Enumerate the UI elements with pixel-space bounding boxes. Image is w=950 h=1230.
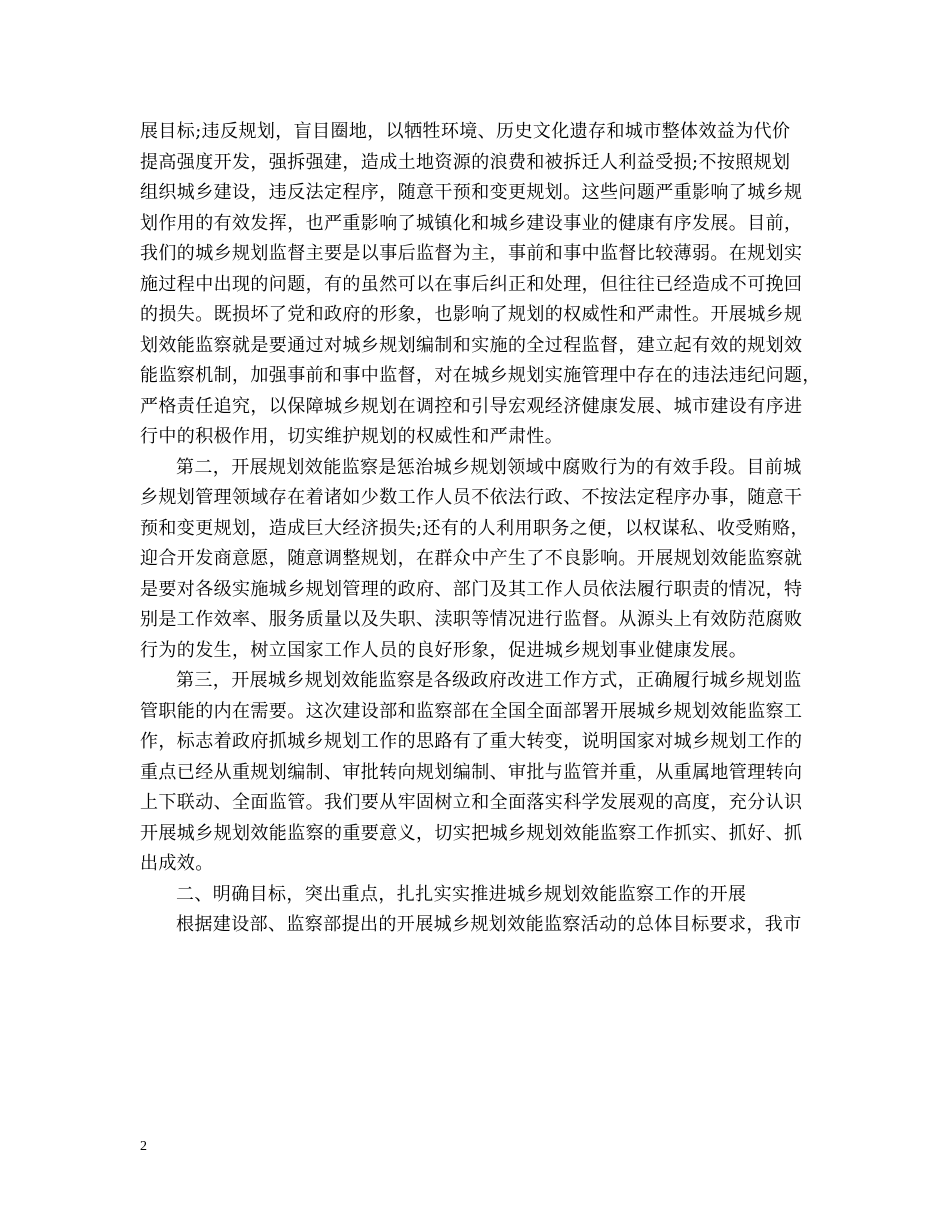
text-line: 行中的积极作用，切实维护规划的权威性和严肃性。 [140,426,564,447]
text-line: 的损失。既损坏了党和政府的形象，也影响了规划的权威性和严肃性。开展城乡规 [140,304,803,325]
text-line: 提高强度开发，强拆强建，造成土地资源的浪费和被拆迁人利益受损;不按照规划 [140,151,791,173]
paragraph-start-line: 第二，开展规划效能监察是惩治城乡规划领域中腐败行为的有效手段。目前城 [176,456,802,478]
text-line: 开展城乡规划效能监察的重要意义，切实把城乡规划效能监察工作抓实、抓好、抓 [140,822,803,844]
text-line: 迎合开发商意愿，随意调整规划，在群众中产生了不良影响。开展规划效能监察就 [140,548,803,569]
text-line: 能监察机制，加强事前和事中监督，对在城乡规划实施管理中存在的违法违纪问题， [140,365,821,386]
text-line: 划效能监察就是要通过对城乡规划编制和实施的全过程监督，建立起有效的规划效 [140,334,803,356]
text-line: 重点已经从重规划编制、审批转向规划编制、审批与监管并重，从重属地管理转向 [140,761,803,783]
text-line: 是要对各级实施城乡规划管理的政府、部门及其工作人员依法履行职责的情况，特 [140,578,803,600]
text-line: 上下联动、全面监管。我们要从牢固树立和全面落实科学发展观的高度，充分认识 [140,792,803,813]
text-line: 作，标志着政府抓城乡规划工作的思路有了重大转变，说明国家对城乡规划工作的 [140,731,803,752]
text-line: 管职能的内在需要。这次建设部和监察部在全国全面部署开展城乡规划效能监察工 [140,700,803,722]
section-heading: 二、明确目标，突出重点，扎扎实实推进城乡规划效能监察工作的开展 [176,883,747,905]
text-line: 划作用的有效发挥，也严重影响了城镇化和城乡建设事业的健康有序发展。目前， [140,212,803,234]
text-line: 出成效。 [140,853,214,874]
text-line: 严格责任追究，以保障城乡规划在调控和引导宏观经济健康发展、城市建设有序进 [140,395,803,417]
text-line: 预和变更规划，造成巨大经济损失;还有的人利用职务之便，以权谋私、收受贿赂， [140,517,809,539]
text-line: 施过程中出现的问题，有的虽然可以在事后纠正和处理，但往往已经造成不可挽回 [140,273,803,295]
paragraph-start-line: 第三，开展城乡规划效能监察是各级政府改进工作方式，正确履行城乡规划监 [176,670,802,691]
text-line: 我们的城乡规划监督主要是以事后监督为主，事前和事中监督比较薄弱。在规划实 [140,243,803,264]
body-text [140,117,830,941]
text-line: 展目标;违反规划，盲目圈地，以牺牲环境、历史文化遗存和城市整体效益为代价 [140,121,791,142]
text-line: 组织城乡建设，违反法定程序，随意干预和变更规划。这些问题严重影响了城乡规 [140,182,803,203]
text-line: 别是工作效率、服务质量以及失职、渎职等情况进行监督。从源头上有效防范腐败 [140,609,803,630]
text-line: 乡规划管理领域存在着诸如少数工作人员不依法行政、不按法定程序办事，随意干 [140,487,803,508]
paragraph-start-line: 根据建设部、监察部提出的开展城乡规划效能监察活动的总体目标要求，我市 [176,914,802,935]
page-number: 2 [140,1139,147,1154]
text-line: 行为的发生，树立国家工作人员的良好形象，促进城乡规划事业健康发展。 [140,639,748,661]
